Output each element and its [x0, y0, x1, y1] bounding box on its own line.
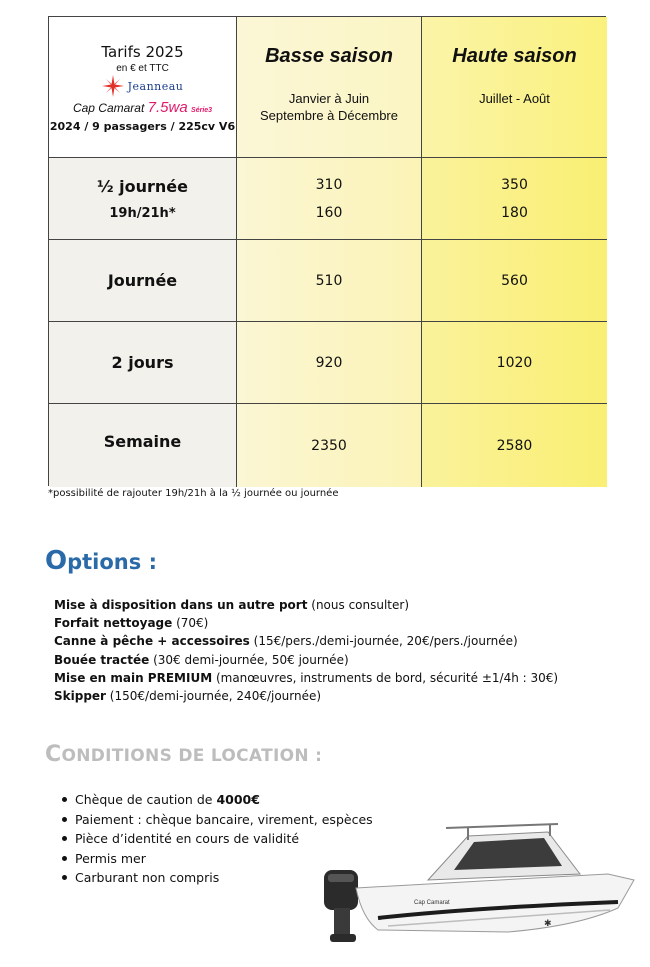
- row-label: ½ journée: [97, 176, 188, 196]
- option-name: Bouée tractée: [54, 652, 150, 667]
- basse-saison-title: Basse saison: [265, 45, 393, 67]
- options-heading-rest: ptions :: [67, 550, 157, 574]
- row-label-2-jours: [49, 322, 237, 404]
- tarif-table: [48, 16, 606, 486]
- price-value: 920: [315, 354, 343, 371]
- option-item: [54, 669, 558, 687]
- conditions-heading-initial: C: [45, 742, 62, 767]
- model-specs: 2024 / 9 passagers / 225cv V6: [49, 120, 236, 133]
- option-detail: (150€/demi-journée, 240€/journée): [105, 689, 322, 704]
- model-name: Cap Camarat: [72, 101, 145, 115]
- condition-item: [60, 790, 373, 810]
- price-value: 350: [501, 176, 528, 193]
- condition-item: Permis mer: [60, 849, 373, 869]
- price-value: 510: [315, 272, 343, 289]
- haute-period: Juillet - Août: [479, 91, 550, 106]
- caution-text: Chèque de caution de: [75, 792, 217, 807]
- row-label: 2 jours: [111, 353, 174, 372]
- option-name: Skipper: [54, 689, 106, 704]
- conditions-heading-rest: ONDITIONS DE LOCATION :: [61, 746, 323, 766]
- model-series: Série3: [191, 107, 213, 114]
- boat-illustration: [318, 818, 638, 953]
- options-list: [54, 596, 558, 705]
- option-detail: (70€): [172, 616, 209, 631]
- basse-period-2: Septembre à Décembre: [259, 108, 398, 123]
- price-value-evening: 180: [501, 204, 528, 221]
- condition-item: Carburant non compris: [60, 868, 373, 888]
- boat-logo-icon: ✱: [544, 919, 552, 929]
- option-item: [54, 632, 558, 650]
- price-cell-basse: [237, 322, 422, 404]
- options-heading-initial: O: [45, 546, 68, 576]
- outboard-engine-icon: [324, 870, 358, 942]
- price-cell-basse: [237, 404, 422, 487]
- option-name: Mise à disposition dans un autre port: [54, 598, 308, 612]
- price-cell-basse: [237, 240, 422, 322]
- option-detail: (30€ demi-journée, 50€ journée): [149, 652, 349, 667]
- basse-saison-header: [237, 17, 422, 158]
- conditions-heading: [45, 742, 322, 767]
- condition-item: Pièce d’identité en cours de validité: [60, 829, 373, 849]
- row-label-journee: [49, 240, 237, 322]
- price-cell-basse: [237, 158, 422, 240]
- price-cell-haute: [422, 322, 607, 404]
- option-name: Canne à pêche + accessoires: [54, 634, 250, 649]
- row-label: Semaine: [103, 432, 182, 451]
- haute-saison-title: Haute saison: [452, 45, 577, 67]
- row-label-semaine: [49, 404, 237, 487]
- table-footnote: *possibilité de rajouter 19h/21h à la ½ journée ou journée: [48, 488, 339, 499]
- option-item: [54, 614, 558, 632]
- model-size: 7.5wa: [147, 99, 188, 116]
- option-detail: (15€/pers./demi-journée, 20€/pers./journée): [249, 634, 518, 649]
- price-value: 2580: [496, 437, 533, 454]
- option-detail: (manœuvres, instruments de bord, sécurité ±1/4h : 30€): [212, 670, 559, 685]
- jeanneau-logo: [49, 75, 236, 97]
- model-line: [49, 99, 236, 116]
- basse-period-1: Janvier à Juin: [288, 91, 370, 106]
- currency-note: en € et TTC: [116, 63, 169, 74]
- row-label-demi-journee: [49, 158, 237, 240]
- row-label: Journée: [107, 271, 178, 290]
- brand-name: Jeanneau: [127, 79, 184, 93]
- options-heading: [45, 546, 157, 576]
- row-sublabel: 19h/21h*: [109, 205, 176, 221]
- price-value: 1020: [496, 354, 533, 371]
- option-name: Forfait nettoyage: [54, 616, 173, 631]
- boat-hull-label: Cap Camarat: [414, 900, 450, 906]
- price-value: 310: [315, 176, 343, 193]
- brand-header-cell: [49, 17, 237, 158]
- option-item: [54, 687, 558, 705]
- condition-item: Paiement : chèque bancaire, virement, espèces: [60, 810, 373, 830]
- price-value: 2350: [311, 437, 347, 454]
- option-detail: (nous consulter): [307, 598, 410, 612]
- price-cell-haute: [422, 158, 607, 240]
- option-item: [54, 651, 558, 669]
- tarifs-title: Tarifs 2025: [101, 43, 184, 61]
- compass-star-icon: [102, 75, 124, 97]
- price-value: 560: [501, 272, 528, 289]
- option-name: Mise en main PREMIUM: [54, 670, 213, 685]
- price-value-evening: 160: [315, 204, 343, 221]
- caution-amount: 4000€: [216, 792, 260, 807]
- haute-saison-header: [422, 17, 607, 158]
- price-cell-haute: [422, 240, 607, 322]
- price-cell-haute: [422, 404, 607, 487]
- option-item: [54, 596, 558, 614]
